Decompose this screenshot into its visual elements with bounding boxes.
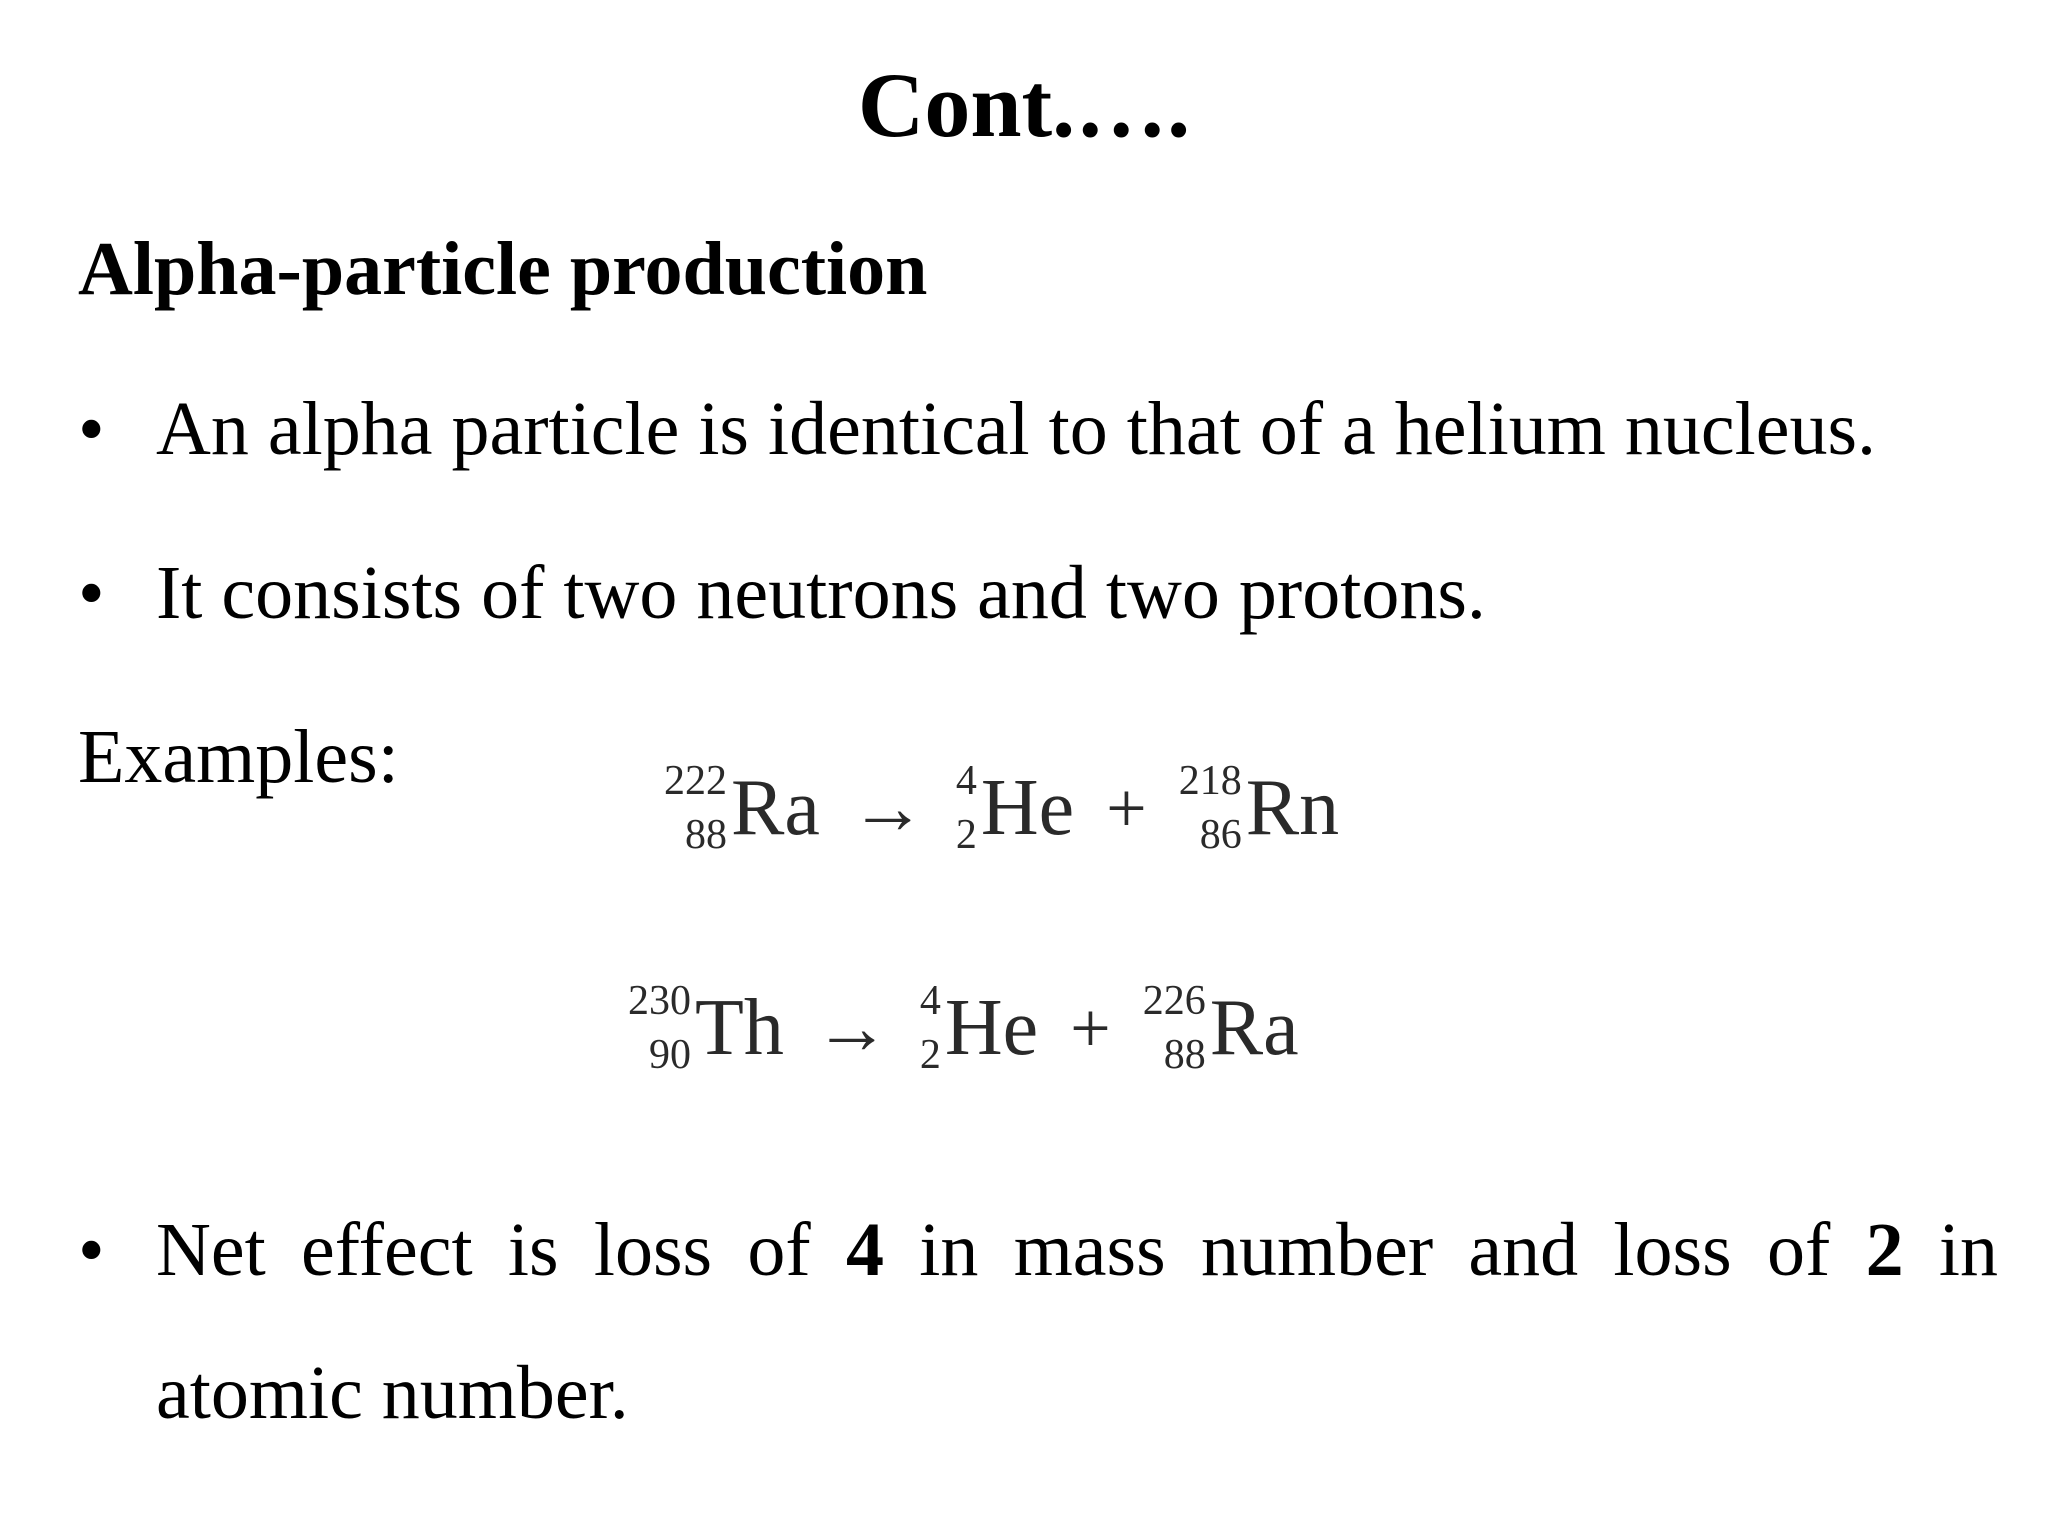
product-nuclide	[1179, 760, 1339, 856]
mass-number: 4	[919, 978, 941, 1024]
examples-label: Examples:	[78, 715, 399, 799]
net-effect-word: in	[1938, 1208, 1998, 1292]
plus-sign: +	[1070, 988, 1111, 1068]
atomic-number: 88	[685, 812, 727, 858]
net-effect-continuation: atomic number.	[156, 1351, 629, 1435]
arrow-icon: →	[849, 766, 926, 850]
net-effect-word: and	[1468, 1208, 1579, 1292]
atomic-number: 88	[1163, 1032, 1206, 1078]
net-effect-word: of	[747, 1208, 811, 1292]
bullet-dot: •	[78, 551, 105, 635]
mass-loss-value: 4	[846, 1208, 884, 1292]
element-symbol: Ra	[731, 764, 820, 852]
mass-number: 230	[628, 978, 691, 1024]
atomic-number: 90	[649, 1032, 691, 1078]
product-nuclide	[920, 980, 1038, 1076]
atomic-number: 86	[1199, 812, 1242, 858]
product-nuclide	[1143, 980, 1299, 1076]
net-effect-word: is	[507, 1208, 559, 1292]
reactant-nuclide	[664, 760, 820, 856]
atomic-number: 2	[919, 1032, 941, 1078]
net-effect-word: mass	[1013, 1208, 1166, 1292]
net-effect-word: Net	[156, 1208, 266, 1292]
net-effect-word: number	[1200, 1208, 1434, 1292]
net-effect-word: loss	[1613, 1208, 1732, 1292]
net-effect-word: in	[919, 1208, 979, 1292]
element-symbol: Ra	[1209, 984, 1299, 1072]
element-symbol: He	[980, 764, 1075, 852]
arrow-icon: →	[813, 986, 890, 1070]
plus-sign: +	[1106, 768, 1147, 848]
slide-title: Cont.….	[857, 54, 1191, 156]
mass-number: 222	[664, 758, 727, 804]
bullet-text: It consists of two neutrons and two protons.	[156, 551, 1486, 635]
net-effect-word: loss	[593, 1208, 713, 1292]
element-symbol: Rn	[1245, 764, 1340, 852]
mass-number: 226	[1142, 978, 1206, 1024]
bullet-dot: •	[78, 1208, 105, 1292]
bullet-text: An alpha particle is identical to that of a helium nucleus.	[156, 387, 1877, 471]
net-effect-word: effect	[301, 1208, 473, 1292]
mass-number: 218	[1178, 758, 1242, 804]
decay-equation-thorium	[628, 980, 1299, 1076]
atomic-number: 2	[955, 812, 977, 858]
net-effect-word: of	[1766, 1208, 1831, 1292]
reactant-nuclide	[628, 980, 784, 1076]
element-symbol: Th	[695, 984, 784, 1072]
net-effect-line	[156, 1205, 1998, 1296]
product-nuclide	[956, 760, 1074, 856]
section-heading: Alpha-particle production	[78, 227, 928, 311]
bullet-dot: •	[78, 387, 105, 471]
element-symbol: He	[944, 984, 1039, 1072]
mass-number: 4	[955, 758, 977, 804]
atomic-loss-value: 2	[1865, 1208, 1904, 1292]
decay-equation-radium	[664, 760, 1339, 856]
